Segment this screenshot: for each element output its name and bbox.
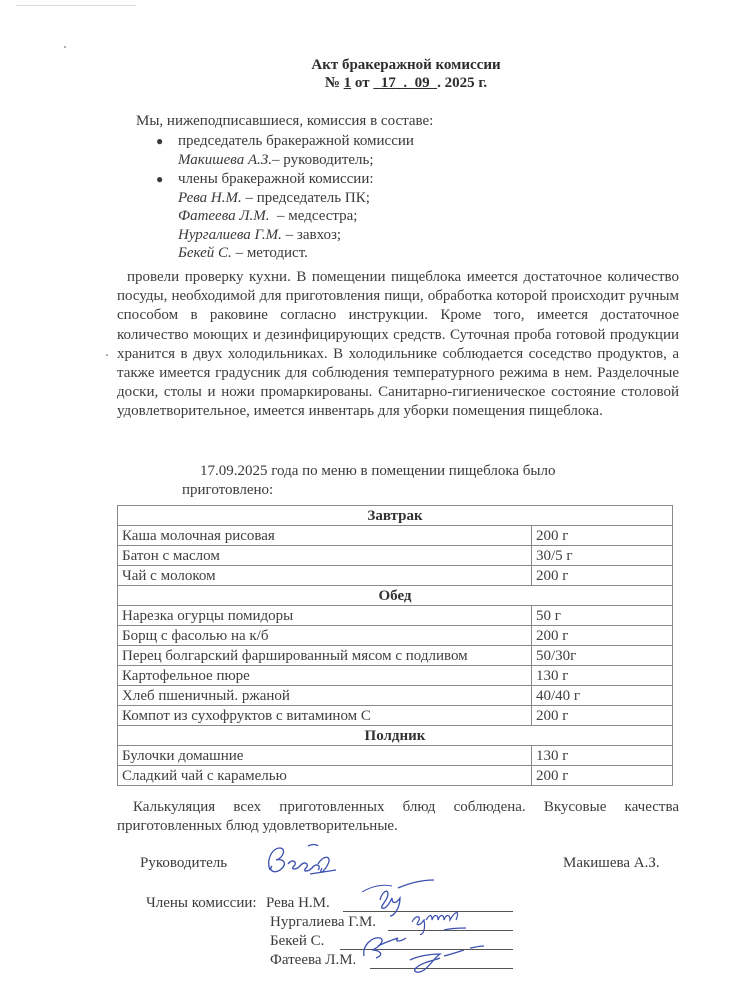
menu-item-row bbox=[118, 666, 673, 686]
document-number-date: № 1 от 17 . 09 . 2025 г. bbox=[324, 75, 488, 91]
dish-quantity: 130 г bbox=[532, 746, 673, 766]
scan-speck bbox=[64, 46, 66, 48]
menu-item-row bbox=[118, 566, 673, 586]
member-signature-name: Бекей С. bbox=[270, 933, 325, 949]
committee-members-block bbox=[156, 170, 374, 263]
members-heading: члены бракеражной комиссии: bbox=[178, 171, 374, 187]
dish-quantity: 200 г bbox=[532, 706, 673, 726]
member-row: Рева Н.М. – председатель ПК; bbox=[178, 189, 370, 206]
dish-name: Перец болгарский фаршированный мясом с подливом bbox=[118, 646, 532, 666]
head-signature-icon bbox=[258, 840, 358, 880]
dish-name: Борщ с фасолью на к/б bbox=[118, 626, 532, 646]
head-name: Макишева А.З. bbox=[563, 855, 660, 871]
dish-quantity: 50/30г bbox=[532, 646, 673, 666]
menu-item-row bbox=[118, 646, 673, 666]
committee-chair-block bbox=[156, 132, 414, 169]
dish-quantity: 200 г bbox=[532, 626, 673, 646]
dish-name: Чай с молоком bbox=[118, 566, 532, 586]
member-signature-name: Рева Н.М. bbox=[266, 895, 330, 911]
act-number: 1 bbox=[343, 75, 352, 91]
bullet-icon: ● bbox=[156, 172, 164, 186]
member-row: Бекей С. – методист. bbox=[178, 245, 308, 261]
dish-name: Булочки домашние bbox=[118, 746, 532, 766]
dish-quantity: 130 г bbox=[532, 666, 673, 686]
dish-quantity: 200 г bbox=[532, 566, 673, 586]
dish-quantity: 200 г bbox=[532, 766, 673, 786]
menu-item-row bbox=[118, 766, 673, 786]
head-label: Руководитель bbox=[140, 855, 228, 871]
menu-item-row bbox=[118, 746, 673, 766]
intro-text: Мы, нижеподписавшиеся, комиссия в составе: bbox=[136, 113, 434, 129]
dish-quantity: 50 г bbox=[532, 606, 673, 626]
menu-item-row bbox=[118, 546, 673, 566]
member-signatures-icon bbox=[360, 872, 520, 982]
members-label: Члены комиссии: bbox=[146, 895, 257, 911]
menu-intro: 17.09.2025 года по меню в помещении пищеблока было приготовлено: bbox=[182, 463, 556, 498]
chair-heading: председатель бракеражной комиссии bbox=[178, 133, 414, 149]
document-title: Акт бракеражной комиссии bbox=[311, 57, 501, 73]
menu-item-row bbox=[118, 706, 673, 726]
menu-section-title: Обед bbox=[118, 586, 673, 606]
menu-table bbox=[117, 505, 673, 786]
chair-role: – руководитель; bbox=[272, 151, 374, 168]
menu-section-row bbox=[118, 726, 673, 746]
member-signature-name: Нургалиева Г.М. bbox=[270, 914, 377, 930]
dish-name: Картофельное пюре bbox=[118, 666, 532, 686]
bullet-icon: ● bbox=[156, 134, 164, 148]
scan-speck bbox=[106, 354, 108, 356]
dish-name: Сладкий чай с карамелью bbox=[118, 766, 532, 786]
member-signature-name: Фатеева Л.М. bbox=[270, 952, 357, 968]
dish-quantity: 30/5 г bbox=[532, 546, 673, 566]
dish-quantity: 40/40 г bbox=[532, 686, 673, 706]
inspection-paragraph: провели проверку кухни. В помещении пищеблока имеется достаточное количество посуды, необходимой для приготовления пищи, обработка которой происходит ручным способом в раковине согласно инструкции. Кроме того, имеется достаточное количество моющих и дезинфицирующих средств. Суточная проба готовой продукции хранится в двух холодильниках. В холодильнике соблюдается соседство продуктов, а также имеется градусник для соблюдения температурного режима в нем. Разделочные доски, столы и ножи промаркированы. Санитарно-гигиеническое состояние столовой удовлетворительное, имеется инвентарь для уборки помещения пищеблока. bbox=[117, 269, 679, 420]
act-date-year: . 2025 г. bbox=[437, 75, 488, 91]
menu-item-row bbox=[118, 626, 673, 646]
member-row: Нургалиева Г.М. – завхоз; bbox=[178, 226, 342, 243]
menu-item-row bbox=[118, 686, 673, 706]
scan-edge-line bbox=[16, 5, 136, 6]
menu-section-row bbox=[118, 586, 673, 606]
act-date-day-month: 17 . 09 bbox=[380, 75, 430, 91]
menu-section-title: Завтрак bbox=[118, 506, 673, 526]
menu-section-row bbox=[118, 506, 673, 526]
dish-name: Компот из сухофруктов с витамином С bbox=[118, 706, 532, 726]
chair-name: Макишева А.З. bbox=[178, 151, 273, 168]
member-row: Фатеева Л.М. – медсестра; bbox=[178, 208, 358, 224]
dish-quantity: 200 г bbox=[532, 526, 673, 546]
menu-item-row bbox=[118, 606, 673, 626]
dish-name: Хлеб пшеничный. ржаной bbox=[118, 686, 532, 706]
menu-item-row bbox=[118, 526, 673, 546]
dish-name: Каша молочная рисовая bbox=[118, 526, 532, 546]
dish-name: Нарезка огурцы помидоры bbox=[118, 606, 532, 626]
dish-name: Батон с маслом bbox=[118, 546, 532, 566]
menu-section-title: Полдник bbox=[118, 726, 673, 746]
conclusion-paragraph: Калькуляция всех приготовленных блюд соблюдена. Вкусовые качества приготовленных блюд удовлетворительные. bbox=[117, 799, 679, 835]
